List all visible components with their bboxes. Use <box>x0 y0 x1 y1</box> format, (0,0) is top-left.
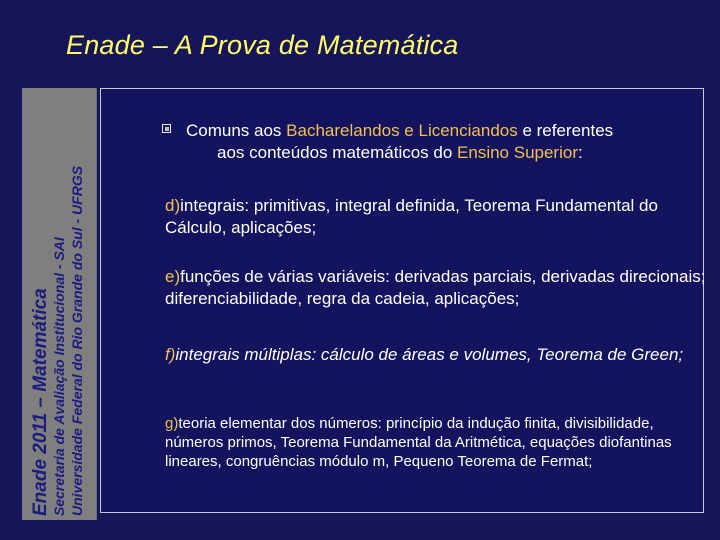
item-text: funções de várias variáveis: derivadas parciais, derivadas direcionais; diferenciabilidade, regra da cadeia, aplicações; <box>165 267 706 308</box>
sidebar-line-3: Universidade Federal do Rio Grande do Sul - UFRGS <box>69 165 85 516</box>
list-item-d <box>165 195 710 239</box>
intro-text-4: : <box>578 143 583 162</box>
item-marker: f) <box>165 345 176 364</box>
intro-line-2 <box>186 142 706 164</box>
intro-text-3: aos conteúdos matemáticos do <box>217 143 458 162</box>
list-item-g <box>165 414 710 471</box>
item-marker: d) <box>165 196 181 215</box>
sidebar-line-1: Enade 2011 – Matemática <box>30 288 51 516</box>
sidebar-panel <box>22 88 97 520</box>
sidebar-line-2: Secretaria de Avaliação Institucional - SAI <box>51 237 67 516</box>
list-item-f <box>165 344 710 366</box>
intro-text-1: Comuns aos <box>186 121 287 140</box>
intro-paragraph <box>186 120 706 164</box>
item-marker: g) <box>165 415 179 432</box>
intro-highlight-1: Bacharelandos e Licenciandos <box>286 121 518 140</box>
square-bullet-icon <box>162 124 171 133</box>
intro-highlight-2: Ensino Superior <box>457 143 578 162</box>
item-text: integrais múltiplas: cálculo de áreas e volumes, Teorema de Green; <box>175 345 684 364</box>
list-item-e <box>165 266 710 310</box>
item-text: integrais: primitivas, integral definida, Teorema Fundamental do Cálculo, aplicações; <box>165 196 658 237</box>
page-title: Enade – A Prova de Matemática <box>66 30 459 60</box>
intro-text-2: e referentes <box>517 121 614 140</box>
item-marker: e) <box>165 267 181 286</box>
sidebar-text <box>24 86 94 516</box>
item-text: teoria elementar dos números: princípio da indução finita, divisibilidade, números primos, Teorema Fundamental da Aritmética, equações diofantinas lineares, congruências módulo m, Pequeno Teorema de Fermat; <box>165 415 672 470</box>
